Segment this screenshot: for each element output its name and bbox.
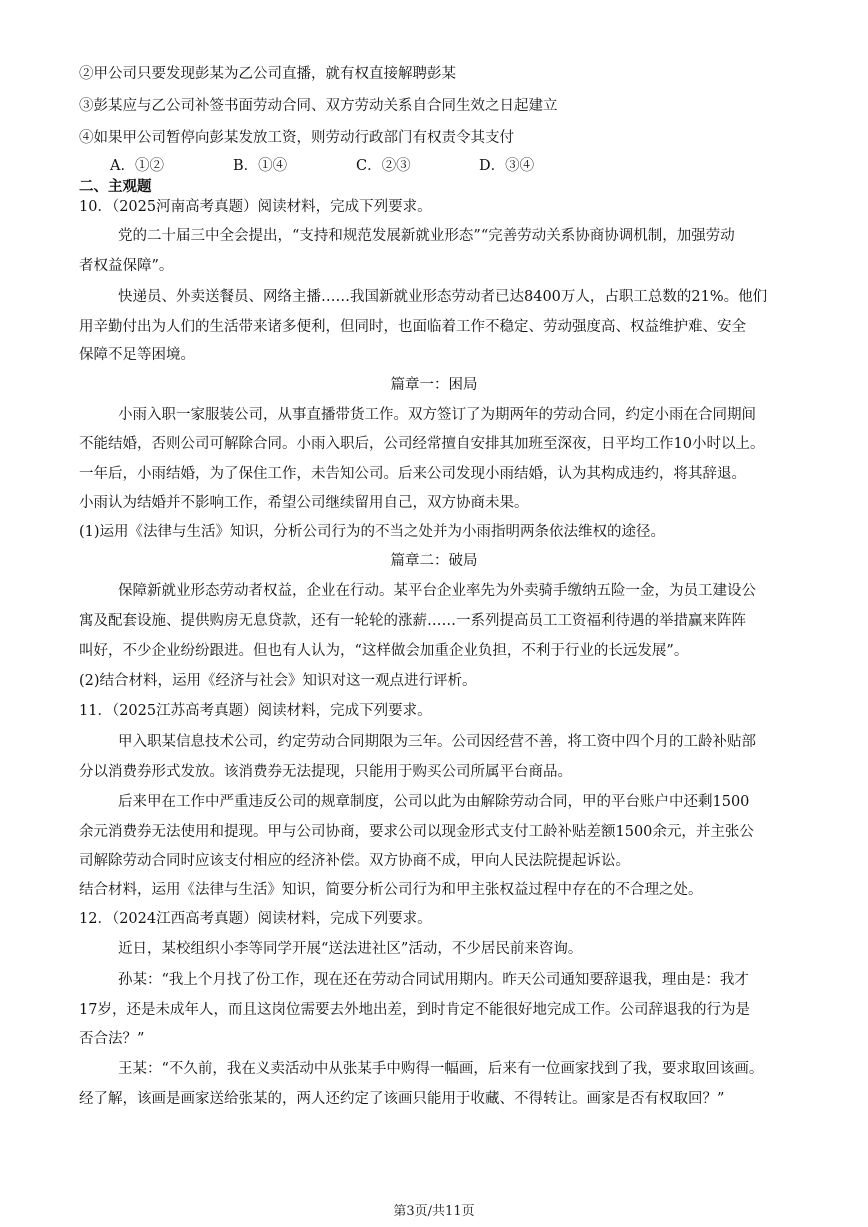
paragraph-line: 后来甲在工作中严重违反公司的规章制度，公司以此为由解除劳动合同，甲的平台账户中还剩1500 — [118, 794, 750, 810]
paragraph-line: 寓及配套设施、提供购房无息贷款，还有一轮轮的涨薪……一系列提高员工工资福利待遇的举措赢来阵阵 — [79, 613, 746, 629]
paragraph-line: 甲入职某信息技术公司，约定劳动合同期限为三年。公司因经营不善，将工资中四个月的工龄补贴部 — [118, 734, 756, 750]
paragraph-line: 余元消费券无法使用和提现。甲与公司协商，要求公司以现金形式支付工龄补贴差额1500余元，并主张公 — [79, 824, 754, 840]
paragraph-line: 近日，某校组织小李等同学开展“送法进社区”活动，不少居民前来咨询。 — [118, 941, 583, 957]
paragraph-line: 不能结婚，否则公司可解除合同。小雨入职后，公司经常擅自安排其加班至深夜，日平均工作10小时以上。 — [79, 436, 765, 452]
page-number: 第3页/共11页 — [393, 1204, 475, 1219]
paragraph-line: 用辛勤付出为人们的生活带来诸多便利，但同时，也面临着工作不稳定、劳动强度高、权益维护难、安全 — [79, 319, 746, 335]
paragraph-line: 保障不足等困境。 — [79, 347, 195, 363]
question-10-part-1: (1)运用《法律与生活》知识，分析公司行为的不当之处并为小雨指明两条依法维权的途径。 — [79, 524, 666, 540]
chapter-1-heading: 篇章一：困局 — [390, 377, 478, 393]
option-2: ②甲公司只要发现彭某为乙公司直播，就有权直接解聘彭某 — [79, 66, 456, 82]
choice-b: B．①④ — [233, 158, 288, 174]
paragraph-line: 孙某：“我上个月找了份工作，现在还在劳动合同试用期内。昨天公司通知要辞退我，理由是：我才 — [118, 972, 749, 988]
paragraph-line: 快递员、外卖送餐员、网络主播……我国新就业形态劳动者已达8400万人，占职工总数的21%。他们 — [118, 289, 768, 305]
question-12-title: 12．（2024江西高考真题）阅读材料，完成下列要求。 — [79, 911, 432, 927]
paragraph-line: 分以消费券形式发放。该消费券无法提现，只能用于购买公司所属平台商品。 — [79, 764, 572, 780]
paragraph-line: 17岁，还是未成年人，而且这岗位需要去外地出差，到时肯定不能很好地完成工作。公司辞退我的行为是 — [79, 1002, 750, 1018]
answer-choices — [110, 156, 822, 176]
paragraph-line: 否合法？” — [79, 1031, 145, 1047]
chapter-2-heading: 篇章二：破局 — [390, 553, 478, 569]
paragraph-line: 王某：“不久前，我在义卖活动中从张某手中购得一幅画，后来有一位画家找到了我，要求取回该画。 — [118, 1061, 764, 1077]
question-10-part-2: (2)结合材料，运用《经济与社会》知识对这一观点进行评析。 — [79, 673, 477, 689]
paragraph-line: 司解除劳动合同时应该支付相应的经济补偿。双方协商不成，甲向人民法院提起诉讼。 — [79, 853, 630, 869]
choice-c: C．②③ — [356, 158, 411, 174]
paragraph-line: 党的二十届三中全会提出，“支持和规范发展新就业形态”“完善劳动关系协商协调机制，加强劳动 — [118, 228, 735, 244]
choice-d: D．③④ — [479, 158, 535, 174]
choice-a: A．①② — [110, 158, 164, 174]
paragraph-line: 经了解，该画是画家送给张某的，两人还约定了该画只能用于收藏、不得转让。画家是否有权取回？” — [79, 1091, 725, 1107]
option-3: ③彭某应与乙公司补签书面劳动合同、双方劳动关系自合同生效之日起建立 — [79, 98, 558, 114]
paragraph-line: 小雨认为结婚并不影响工作，希望公司继续留用自己，双方协商未果。 — [79, 495, 529, 511]
question-11-ask: 结合材料，运用《法律与生活》知识，简要分析公司行为和甲主张权益过程中存在的不合理之处。 — [79, 882, 703, 898]
section-heading: 二、主观题 — [79, 178, 152, 195]
option-4: ④如果甲公司暂停向彭某发放工资，则劳动行政部门有权责令其支付 — [79, 130, 514, 146]
question-10-title: 10．（2025河南高考真题）阅读材料，完成下列要求。 — [79, 199, 432, 215]
paragraph-line: 者权益保障”。 — [79, 258, 174, 274]
paragraph-line: 小雨入职一家服装公司，从事直播带货工作。双方签订了为期两年的劳动合同，约定小雨在合同期间 — [118, 407, 756, 423]
paragraph-line: 叫好，不少企业纷纷跟进。但也有人认为，“这样做会加重企业负担，不利于行业的长远发展”。 — [79, 643, 689, 659]
question-11-title: 11．（2025江苏高考真题）阅读材料，完成下列要求。 — [79, 703, 432, 719]
paragraph-line: 一年后，小雨结婚，为了保住工作，未告知公司。后来公司发现小雨结婚，认为其构成违约，将其辞退。 — [79, 466, 746, 482]
paragraph-line: 保障新就业形态劳动者权益，企业在行动。某平台企业率先为外卖骑手缴纳五险一金，为员工建设公 — [118, 583, 756, 599]
